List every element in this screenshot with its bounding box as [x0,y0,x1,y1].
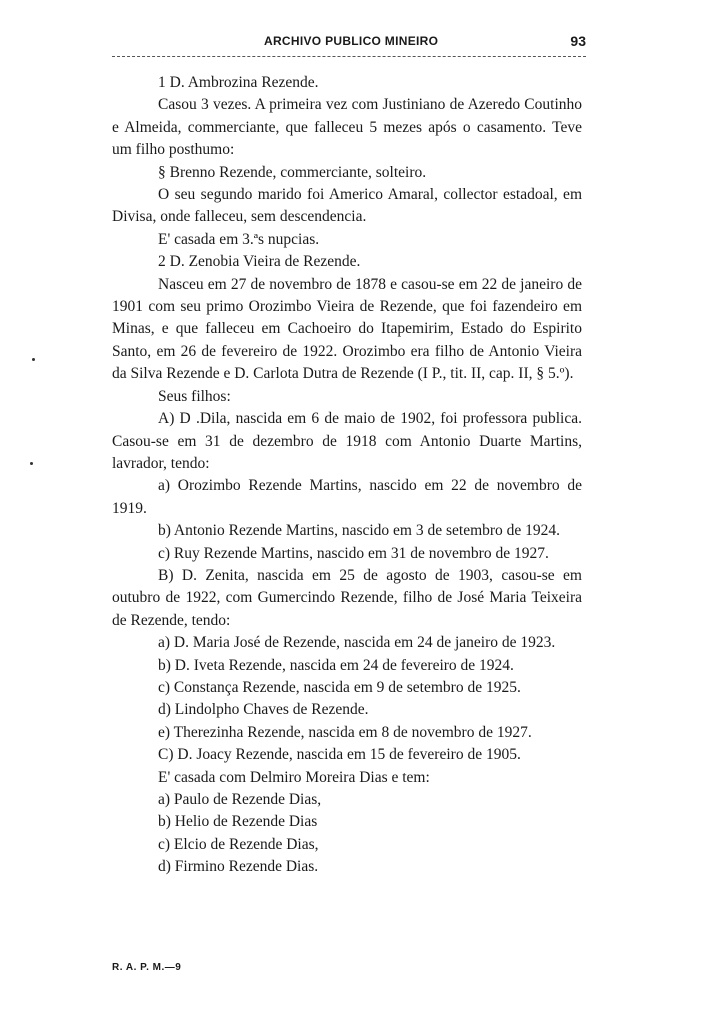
page-number: 93 [570,33,586,49]
running-title: ARCHIVO PUBLICO MINEIRO [264,34,439,48]
paragraph: d) Firmino Rezende Dias. [158,858,319,876]
body-text [112,72,582,879]
paragraph: C) D. Joacy Rezende, nascida em 15 de fevereiro de 1905. [158,746,521,764]
margin-mark [30,462,33,465]
paragraph: e) Therezinha Rezende, nascida em 8 de novembro de 1927. [158,723,532,741]
paragraph: Casou 3 vezes. A primeira vez com Justiniano de Azeredo Coutinho e Almeida, commerciante, que falleceu 5 mezes após o casamento. Teve um filho posthumo: [112,96,582,159]
paragraph: O seu segundo marido foi Americo Amaral, collector estadoal, em Divisa, onde falleceu, sem descendencia. [112,186,582,226]
paragraph: Seus filhos: [158,387,231,405]
paragraph: d) Lindolpho Chaves de Rezende. [158,701,369,719]
paragraph: a) Paulo de Rezende Dias, [158,791,322,808]
paragraph: b) Antonio Rezende Martins, nascido em 3 de setembro de 1924. [158,522,561,540]
paragraph: § Brenno Rezende, commerciante, solteiro. [158,163,427,181]
margin-mark [32,358,35,361]
header-rule [112,56,586,57]
paragraph: E' casada em 3.ªs nupcias. [158,230,320,248]
paragraph: a) D. Maria José de Rezende, nascida em 24 de janeiro de 1923. [158,634,556,652]
paragraph: A) D .Dila, nascida em 6 de maio de 1902, foi professora publica. Casou-se em 31 de dezembro de 1918 com Antonio Duarte Martins, lavrador, tendo: [112,410,582,472]
paragraph: c) Elcio de Rezende Dias, [158,835,319,853]
paragraph: c) Ruy Rezende Martins, nascido em 31 de novembro de 1927. [158,544,549,562]
running-header [112,34,586,54]
paragraph: E' casada com Delmiro Moreira Dias e tem: [158,768,430,786]
paragraph: b) Helio de Rezende Dias [158,813,318,831]
paragraph: c) Constança Rezende, nascida em 9 de setembro de 1925. [158,678,521,696]
paragraph: B) D. Zenita, nascida em 25 de agosto de 1903, casou-se em outubro de 1922, com Gumercindo Rezende, filho de José Maria Teixeira de Rezende, tendo: [112,566,582,629]
paragraph: Nasceu em 27 de novembro de 1878 e casou-se em 22 de janeiro de 1901 com seu primo Orozimbo Vieira de Rezende, que foi fazendeiro em Minas, e que falleceu em Cachoeiro do Itapemirim, Estado do Espirito Santo, em 26 de fevereiro de 1922. Orozimbo era filho de Antonio Vieira da Silva Rezende e D. Carlota Dutra de Rezende (I P., tit. II, cap. II, § 5.º). [112,275,582,383]
paragraph: 1 D. Ambrozina Rezende. [158,74,319,91]
signature-mark: R. A. P. M.—9 [112,962,182,973]
paragraph: a) Orozimbo Rezende Martins, nascido em 22 de novembro de 1919. [112,477,582,517]
paragraph: b) D. Iveta Rezende, nascida em 24 de fevereiro de 1924. [158,656,514,674]
paragraph: 2 D. Zenobia Vieira de Rezende. [158,253,361,271]
